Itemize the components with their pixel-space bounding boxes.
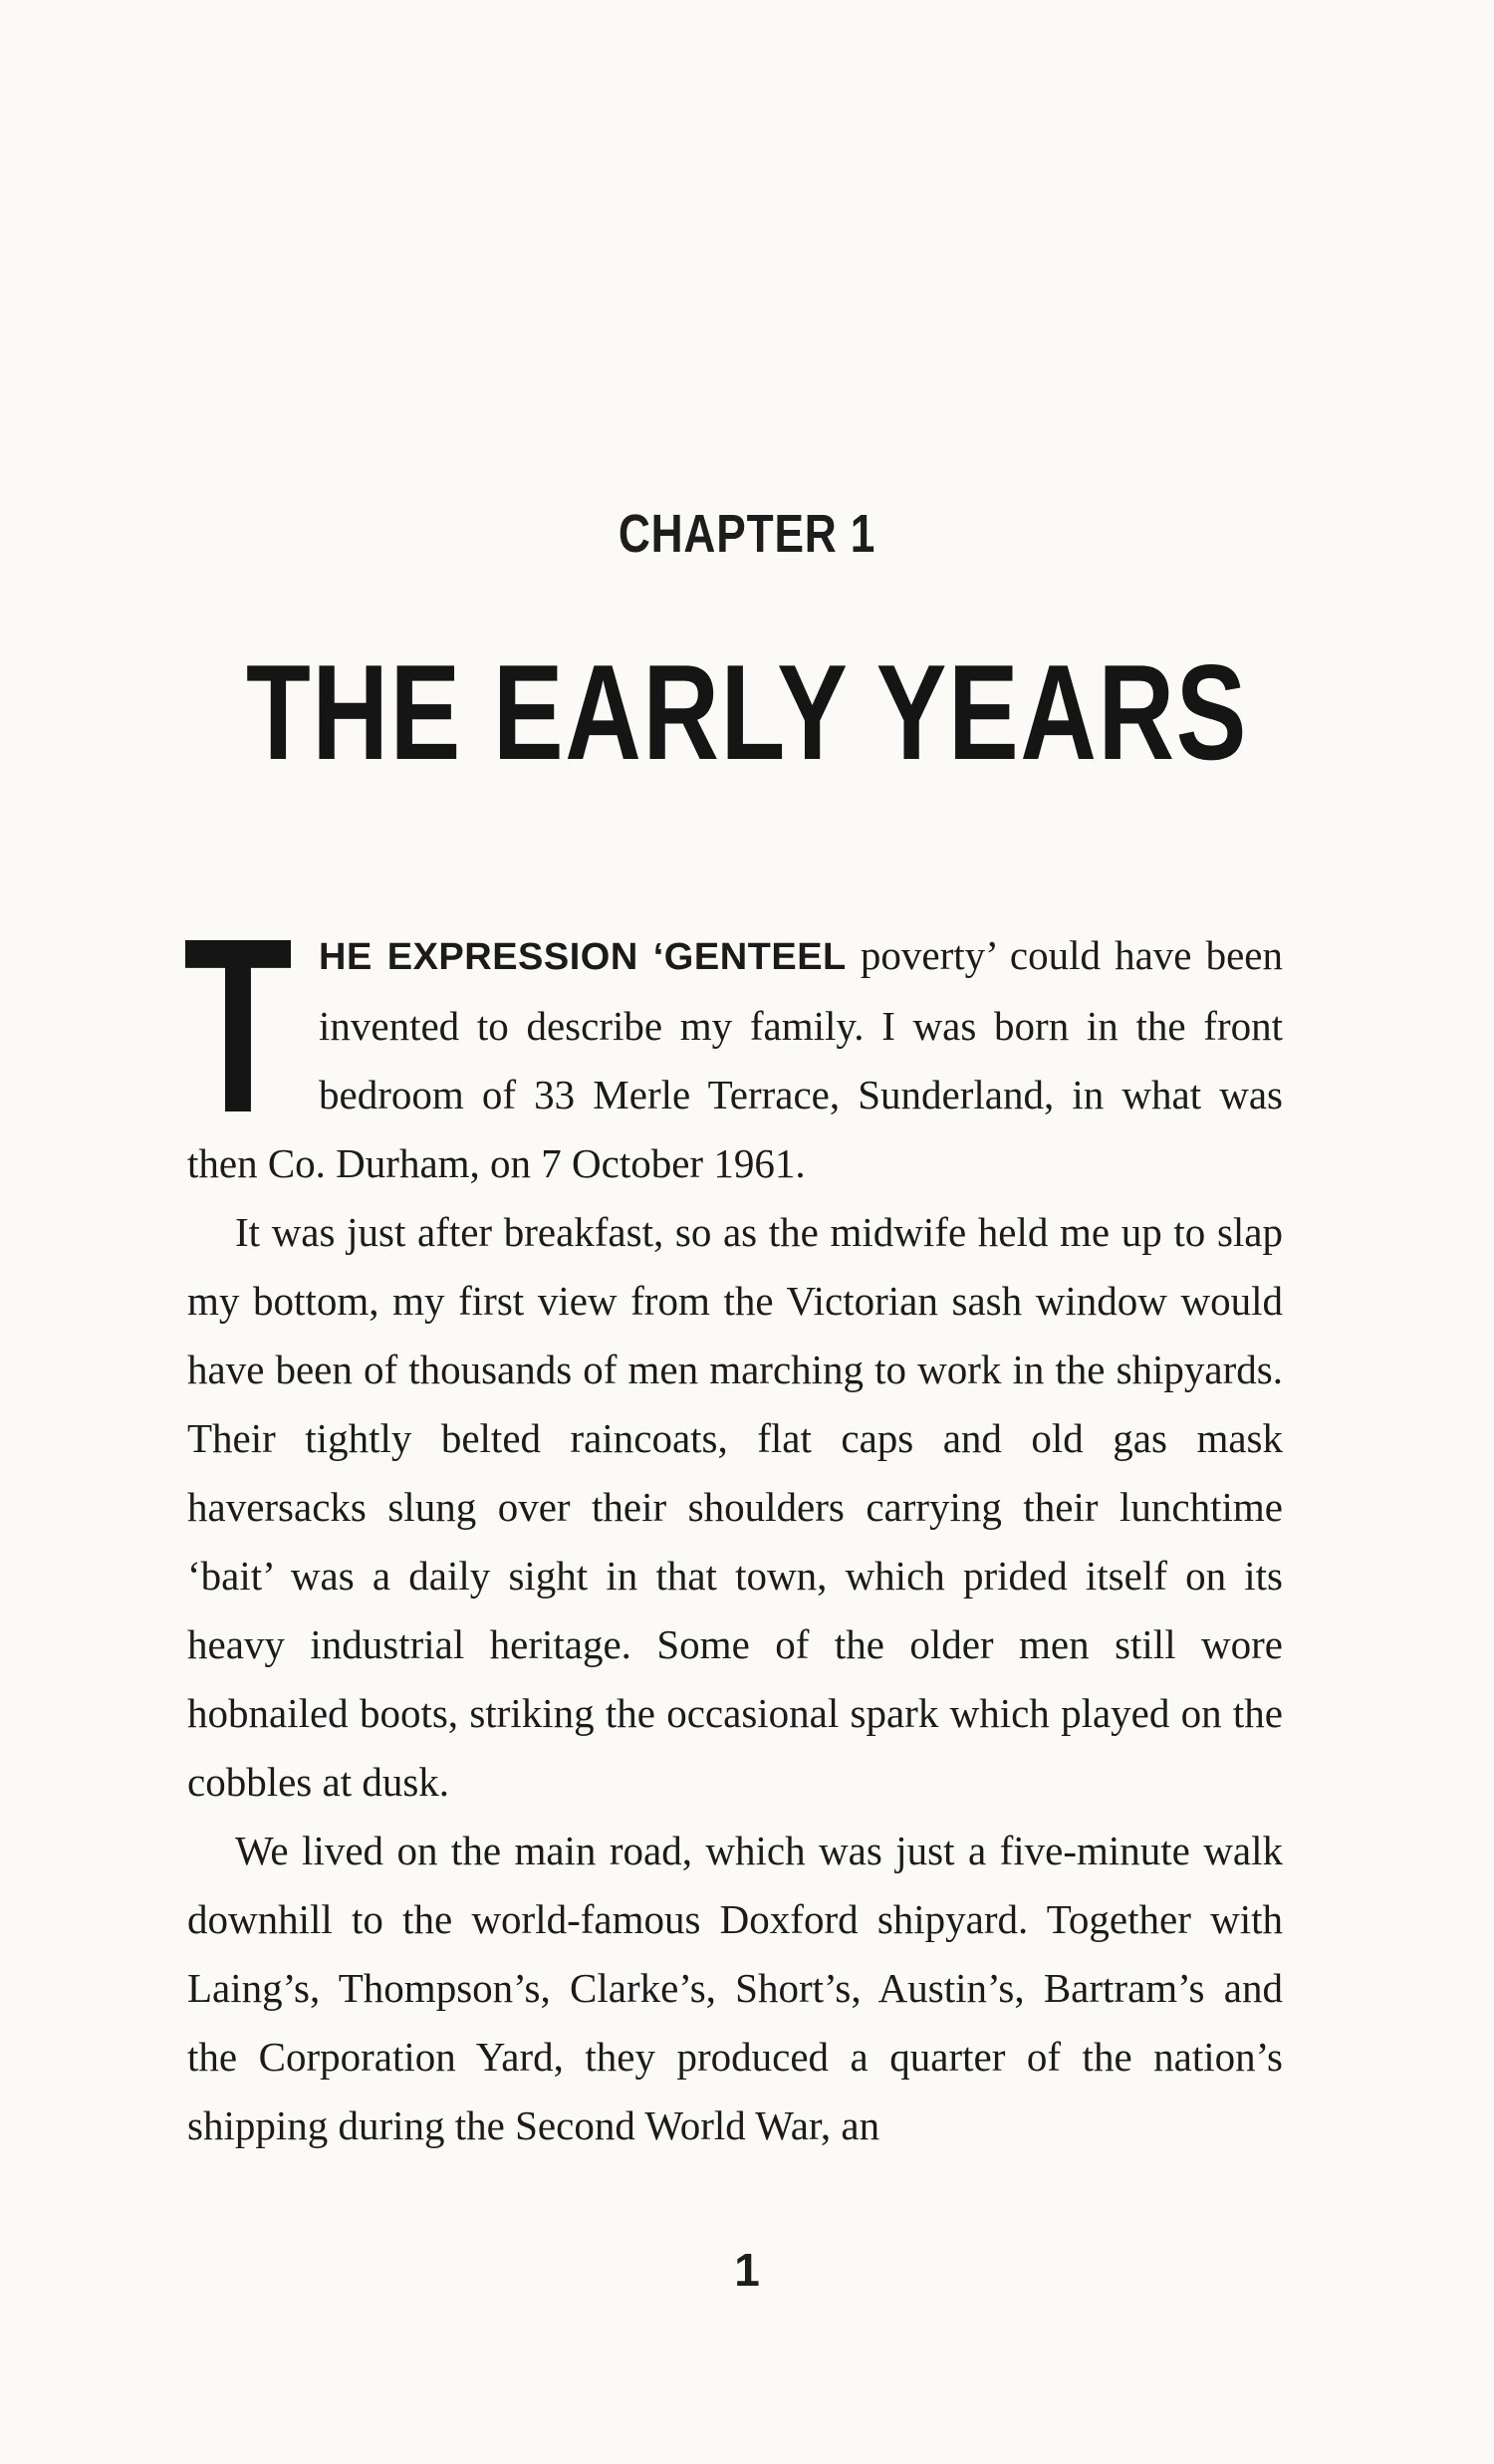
paragraph-1 bbox=[183, 886, 1284, 1198]
chapter-label: CHAPTER 1 bbox=[618, 504, 876, 564]
paragraph-2: It was just after breakfast, so as the midwife held me up to slap my bottom, my first view from the Victorian sash window would have been of thousands of men marching to work in the shipyards. Their tightly belted raincoats, flat caps and old gas mask haversacks slung over their shoulders carrying their lunchtime ‘bait’ was a daily sight in that town, which prided itself on its heavy industrial heritage. Some of the older men still wore hobnailed boots, striking the occasional spark which played on the cobbles at dusk. bbox=[187, 1209, 1283, 1805]
paragraph-3: We lived on the main road, which was just a five-minute walk downhill to the world-famous Doxford shipyard. Together with Laing’s, Thompson’s, Clarke’s, Short’s, Austin’s, Bartram’s and the Corporation Yard, they produced a quarter of the nation’s shipping during the Second World War, an bbox=[187, 1828, 1283, 2148]
lead-words: HE EXPRESSION ‘GENTEEL bbox=[319, 936, 847, 978]
chapter-title: THE EARLY YEARS bbox=[246, 636, 1248, 788]
paragraph-1-text: poverty’ could have been invented to describe my family. I was born in the front bedroom of 33 Merle Terrace, Sunderland, in what was then Co. Durham, on 7 October 1961. bbox=[187, 932, 1284, 1186]
page-number: 1 bbox=[734, 2244, 760, 2296]
drop-cap: T bbox=[183, 886, 293, 1164]
body-text bbox=[183, 886, 1284, 2160]
